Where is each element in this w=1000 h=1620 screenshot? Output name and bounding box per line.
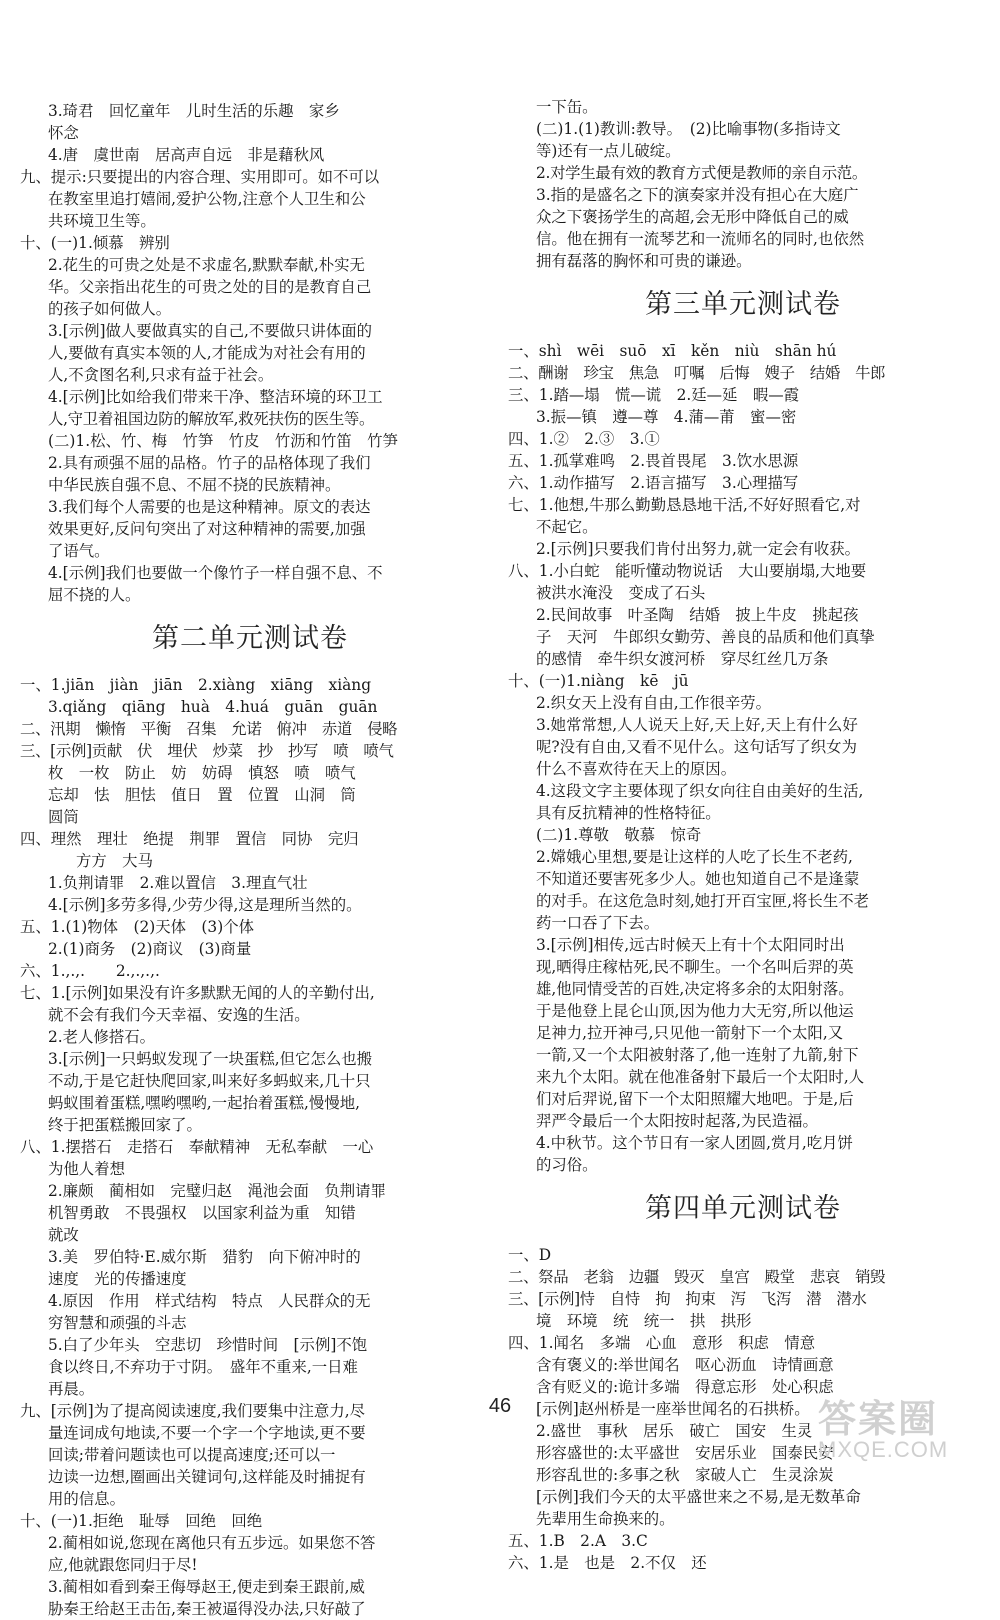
unit1-answers-continued	[20, 100, 480, 606]
answer-line: 速度 光的传播速度	[48, 1270, 187, 1288]
answer-line: 了语气。	[48, 542, 110, 560]
answer-line: 机智勇敢 不畏强权 以国家利益为重 知错	[48, 1204, 356, 1222]
answer-line: 用的信息。	[48, 1490, 125, 1508]
answer-line: 3.[示例]一只蚂蚁发现了一块蛋糕,但它怎么也搬	[48, 1050, 373, 1068]
answer-line: 2.对学生最有效的教育方式便是教师的亲自示范。	[536, 164, 867, 182]
answer-line: 羿严令最后一个太阳按时起落,为民造福。	[536, 1112, 818, 1130]
answer-line: 4.原因 作用 样式结构 特点 人民群众的无	[48, 1292, 371, 1310]
answer-line: 十、(一)1.拒绝 耻辱 回绝 回绝	[20, 1512, 263, 1530]
answer-line: 们对后羿说,留下一个太阳照耀大地吧。于是,后	[536, 1090, 854, 1108]
page-number: 46	[488, 1395, 512, 1417]
answer-line: 2.嫦娥心里想,要是让这样的人吃了长生不老药,	[536, 848, 853, 866]
answer-line: 形容乱世的:多事之秋 家破人亡 生灵涂炭	[536, 1466, 834, 1484]
answer-line: 五、1.B 2.A 3.C	[508, 1532, 648, 1550]
answer-line: 2.蔺相如说,您现在离他只有五步远。如果您不答	[48, 1534, 376, 1552]
answer-line: 穷智慧和顽强的斗志	[48, 1314, 187, 1332]
answer-line: 不起它。	[536, 518, 598, 536]
answer-line: 七、1.[示例]如果没有许多默默无闻的人的辛勤付出,	[20, 984, 375, 1002]
answer-line: 2.老人修搭石。	[48, 1028, 156, 1046]
answer-line: 含有褒义的:举世闻名 呕心沥血 诗情画意	[536, 1356, 834, 1374]
answer-line: 一、shì wēi suō xī kěn niù shān hú	[508, 342, 837, 360]
watermark-text: 答案圈	[818, 1399, 939, 1441]
answer-line: 2.具有顽强不屈的品格。竹子的品格体现了我们	[48, 454, 371, 472]
watermark-url: MXQE.COM	[818, 1437, 949, 1462]
answer-line: 边读一边想,圈画出关键词句,这样能及时捕捉有	[48, 1468, 366, 1486]
answer-line: 中华民族自强不息、不屈不挠的民族精神。	[48, 476, 341, 494]
answer-line: 3.她常常想,人人说天上好,天上好,天上有什么好	[536, 716, 858, 734]
answer-line: (二)1.(1)教训:教导。 (2)比喻事物(多指诗文	[536, 120, 841, 138]
answer-line: 3.指的是盛名之下的演奏家并没有担心在大庭广	[536, 186, 859, 204]
answer-line: (二)1.尊敬 敬慕 惊奇	[536, 826, 702, 844]
answer-line: 四、1.② 2.③ 3.①	[508, 430, 660, 448]
left-column	[20, 100, 480, 1620]
unit3-title: 第三单元测试卷	[645, 289, 841, 320]
answer-line: 2.花生的可贵之处是不求虚名,默默奉献,朴实无	[48, 256, 365, 274]
answer-line: 雄,他同情受苦的百姓,决定将多余的太阳射落。	[536, 980, 854, 998]
answer-line: 3.美 罗伯特·E.威尔斯 猎豹 向下俯冲时的	[48, 1248, 361, 1266]
unit2-answers	[20, 674, 480, 1620]
answer-line: 足神力,拉开神弓,只见他一箭射下一个太阳,又	[536, 1024, 844, 1042]
answer-line: 2.织女天上没有自由,工作很辛劳。	[536, 694, 772, 712]
answer-line: 2.[示例]只要我们肯付出努力,就一定会有收获。	[536, 540, 861, 558]
answer-line: 具有反抗精神的性格特征。	[536, 804, 721, 822]
answer-line: 就改	[48, 1226, 79, 1244]
answer-line: 4.唐 虞世南 居高声自远 非是藉秋风	[48, 146, 325, 164]
answer-line: 众之下褒扬学生的高超,会无形中降低自己的威	[536, 208, 849, 226]
answer-line: 4.[示例]我们也要做一个像竹子一样自强不息、不	[48, 564, 383, 582]
answer-line: 3.琦君 回忆童年 儿时生活的乐趣 家乡	[48, 102, 340, 120]
answer-line: 2.民间故事 叶圣陶 结婚 披上牛皮 挑起孩	[536, 606, 859, 624]
answer-line: 枚 一枚 防止 妨 妨碍 慎怒 喷 喷气	[48, 764, 356, 782]
answer-line: 十、(一)1.倾慕 辨别	[20, 234, 170, 252]
answer-line: 蚂蚁围着蛋糕,嘿哟嘿哟,一起抬着蛋糕,慢慢地,	[48, 1094, 360, 1112]
answer-line: 九、[示例]为了提高阅读速度,我们要集中注意力,尽	[20, 1402, 365, 1420]
answer-line: 为他人着想	[48, 1160, 125, 1178]
answer-line: 食以终日,不弃功于寸阴。 盛年不重来,一日难	[48, 1358, 358, 1376]
answer-line: 六、1.,.,. 2.,.,.,.	[20, 962, 160, 980]
answer-line: 信。他在拥有一流琴艺和一流师名的同时,也依然	[536, 230, 865, 248]
answer-line: 5.白了少年头 空悲切 珍惜时间 [示例]不饱	[48, 1336, 368, 1354]
answer-line: 六、1.动作描写 2.语言描写 3.心理描写	[508, 474, 799, 492]
answer-line: 应,他就跟您同归于尽!	[48, 1556, 198, 1574]
answer-line: 终于把蛋糕搬回家了。	[48, 1116, 202, 1134]
answer-line: 三、[示例]恃 自恃 拘 拘束 泻 飞泻 潜 潜水	[508, 1290, 867, 1308]
answer-line: 回读;带着问题读也可以提高速度;还可以一	[48, 1446, 336, 1464]
answer-line: 怀念	[48, 124, 79, 142]
answer-line: (二)1.松、竹、梅 竹笋 竹皮 竹沥和竹笛 竹笋	[48, 432, 398, 450]
answer-line: 3.我们每个人需要的也是这种精神。原文的表达	[48, 498, 371, 516]
answer-line: 五、1.(1)物体 (2)天体 (3)个体	[20, 918, 254, 936]
answer-line: 再晨。	[48, 1380, 95, 1398]
answer-line: 七、1.他想,牛那么勤勤恳恳地干活,不好好照看它,对	[508, 496, 861, 514]
answer-line: 量连词成句地读,不要一个字一个字地读,更不要	[48, 1424, 366, 1442]
answer-line: 的感情 牵牛织女渡河桥 穿尽红丝几万条	[536, 650, 829, 668]
answer-line: 的孩子如何做人。	[48, 300, 172, 318]
answer-line: 3.[示例]做人要做真实的自己,不要做只讲体面的	[48, 322, 373, 340]
answer-line: 3.[示例]相传,远古时候天上有十个太阳同时出	[536, 936, 845, 954]
answer-line: 被洪水淹没 变成了石头	[536, 584, 706, 602]
answer-line: 4.这段文字主要体现了织女向往自由美好的生活,	[536, 782, 864, 800]
answer-line: 什么不喜欢待在天上的原因。	[536, 760, 737, 778]
answer-line: 形容盛世的:太平盛世 安居乐业 国泰民安	[536, 1444, 834, 1462]
answer-line: 4.中秋节。这个节日有一家人团圆,赏月,吃月饼	[536, 1134, 853, 1152]
answer-line: 忘却 怯 胆怯 值日 置 位置 山洞 筒	[48, 786, 356, 804]
answer-line: 一箭,又一个太阳被射落了,他一连射了九箭,射下	[536, 1046, 859, 1064]
answer-line: 子 天河 牛郎织女勤劳、善良的品质和他们真挚	[536, 628, 875, 646]
watermark-logo	[818, 1388, 988, 1468]
answer-line: 八、1.小白蛇 能听懂动物说话 大山要崩塌,大地要	[508, 562, 867, 580]
answer-line: 1.负荆请罪 2.难以置信 3.理直气壮	[48, 874, 308, 892]
answer-line: 三、1.踏—塌 慌—谎 2.廷—延 暇—霞	[508, 386, 800, 404]
answer-line: 十、(一)1.niàng kē jū	[508, 672, 689, 690]
unit2-title: 第二单元测试卷	[152, 623, 348, 654]
unit3-answers	[508, 340, 978, 1176]
answer-line: 不动,于是它赶快爬回家,叫来好多蚂蚁来,几十只	[48, 1072, 371, 1090]
answer-line: 华。父亲指出花生的可贵之处的目的是教育自己	[48, 278, 372, 296]
unit2-answers-continued	[508, 96, 978, 272]
answer-line: 方方 大马	[76, 852, 153, 870]
answer-line: 现,晒得庄稼枯死,民不聊生。一个名叫后羿的英	[536, 958, 854, 976]
answer-line: 药一口吞了下去。	[536, 914, 660, 932]
answer-line: 等)还有一点儿破绽。	[536, 142, 681, 160]
answer-line: 四、理然 理壮 绝提 荆罪 置信 同协 完归	[20, 830, 359, 848]
answer-line: 的习俗。	[536, 1156, 598, 1174]
answer-line: 4.[示例]多劳多得,少劳少得,这是理所当然的。	[48, 896, 362, 914]
answer-line: 先辈用生命换来的。	[536, 1510, 675, 1528]
answer-line: 九、提示:只要提出的内容合理、实用即可。如不可以	[20, 168, 380, 186]
answer-line: 一、1.jiān jiàn jiān 2.xiàng xiāng xiàng	[20, 676, 372, 694]
answer-line: 四、1.闻名 多端 心血 意形 积虑 情意	[508, 1334, 816, 1352]
answer-line: [示例]赵州桥是一座举世闻名的石拱桥。	[536, 1400, 810, 1418]
answer-line: 六、1.是 也是 2.不仅 还	[508, 1554, 707, 1572]
answer-line: 二、汛期 懒惰 平衡 召集 允诺 俯冲 赤道 侵略	[20, 720, 398, 738]
answer-line: 人,不贪图名利,只求有益于社会。	[48, 366, 274, 384]
unit4-title: 第四单元测试卷	[645, 1193, 841, 1224]
answer-line: 来九个太阳。就在他准备射下最后一个太阳时,人	[536, 1068, 865, 1086]
answer-line: [示例]我们今天的太平盛世来之不易,是无数革命	[536, 1488, 861, 1506]
answer-line: 不知道还要害死多少人。她也知道自己不是逢蒙	[536, 870, 860, 888]
answer-line: 三、[示例]贡献 伏 埋伏 炒菜 抄 抄写 喷 喷气	[20, 742, 394, 760]
answer-line: 在教室里追打嬉闹,爱护公物,注意个人卫生和公	[48, 190, 366, 208]
answer-line: 境 环境 统 统一 拱 拱形	[536, 1312, 752, 1330]
answer-line: 人,守卫着祖国边防的解放军,救死扶伤的医生等。	[48, 410, 375, 428]
answer-line: 共环境卫生等。	[48, 212, 156, 230]
answer-line: 含有贬义的:诡计多端 得意忘形 处心积虑	[536, 1378, 834, 1396]
answer-line: 人,要做有真实本领的人,才能成为对社会有用的	[48, 344, 366, 362]
answer-line: 一下缶。	[536, 98, 598, 116]
answer-line: 3.振—镇 遵—尊 4.蒲—莆 蜜—密	[536, 408, 797, 426]
right-column	[508, 96, 978, 1574]
answer-line: 一、D	[508, 1246, 552, 1264]
answer-line: 二、祭品 老翁 边疆 毁灭 皇宫 殿堂 悲哀 销毁	[508, 1268, 886, 1286]
answer-line: 效果更好,反问句突出了对这种精神的需要,加强	[48, 520, 366, 538]
answer-line: 拥有磊落的胸怀和可贵的谦逊。	[536, 252, 752, 270]
answer-line: 2.盛世 事秋 居乐 破亡 国安 生灵	[536, 1422, 813, 1440]
answer-line: 2.(1)商务 (2)商议 (3)商量	[48, 940, 252, 958]
answer-line: 胁秦王给赵王击缶,秦王被逼得没办法,只好敲了	[48, 1600, 366, 1618]
answer-line: 的对手。在这危急时刻,她打开百宝匣,将长生不老	[536, 892, 869, 910]
answer-line: 就不会有我们今天幸福、安逸的生活。	[48, 1006, 310, 1024]
answer-line: 于是他登上昆仑山顶,因为他力大无穷,所以他运	[536, 1002, 854, 1020]
answer-line: 2.廉颇 蔺相如 完璧归赵 渑池会面 负荆请罪	[48, 1182, 386, 1200]
answer-line: 3.qiǎng qiāng huà 4.huá guān guān	[48, 698, 378, 716]
answer-line: 二、酬谢 珍宝 焦急 叮嘱 后悔 嫂子 结婚 牛郎	[508, 364, 886, 382]
answer-line: 五、1.孤掌难鸣 2.畏首畏尾 3.饮水思源	[508, 452, 799, 470]
answer-line: 圆筒	[48, 808, 79, 826]
answer-line: 呢?没有自由,又看不见什么。这句话写了织女为	[536, 738, 857, 756]
answer-line: 八、1.摆搭石 走搭石 奉献精神 无私奉献 一心	[20, 1138, 374, 1156]
answer-line: 4.[示例]比如给我们带来干净、整洁环境的环卫工	[48, 388, 383, 406]
answer-line: 屈不挠的人。	[48, 586, 141, 604]
answer-line: 3.蔺相如看到秦王侮辱赵王,便走到秦王跟前,威	[48, 1578, 365, 1596]
